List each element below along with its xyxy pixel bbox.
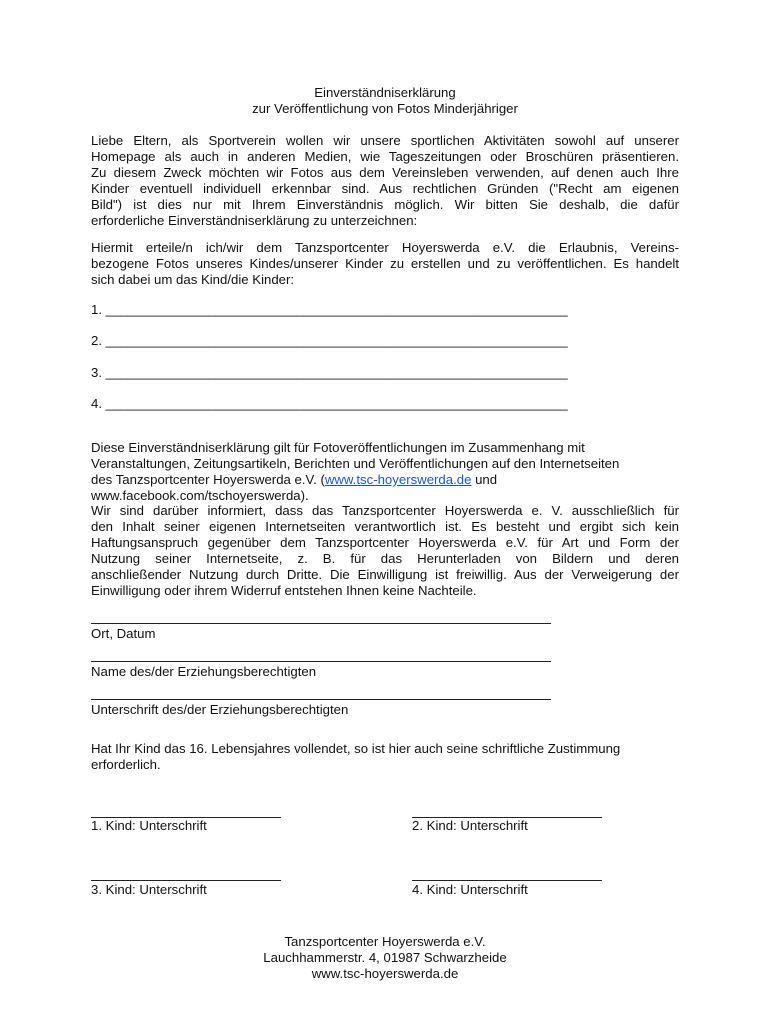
age-note-line-2: erforderlich. bbox=[91, 757, 161, 772]
scope-line-3-post: und bbox=[471, 472, 498, 487]
age-note-line-1: Hat Ihr Kind das 16. Lebensjahres vollendet, so ist hier auch seine schriftliche Zustimmung bbox=[91, 741, 621, 756]
disclaimer-line: Einwilligung oder ihrem Widerruf entstehen Ihnen keine Nachteile. bbox=[91, 583, 477, 598]
disclaimer-line: den Inhalt seiner eigenen Internetseiten verantwortlich ist. Es besteht und ergibt sich kein bbox=[91, 519, 679, 534]
child-3-signature-line[interactable] bbox=[91, 880, 281, 881]
website-link[interactable]: www.tsc-hoyerswerda.de bbox=[324, 472, 472, 487]
scope-line-1: Diese Einverständniserklärung gilt für Fotoveröffentlichungen im Zusammenhang mit bbox=[91, 440, 585, 455]
intro-line: Bild") ist dies nur mit Ihrem Einverständnis möglich. Wir bitten Sie deshalb, die dafür bbox=[91, 197, 679, 212]
footer-org-name: Tanzsportcenter Hoyerswerda e.V. bbox=[284, 934, 486, 949]
intro-paragraph bbox=[91, 133, 679, 229]
child-4-signature-line[interactable] bbox=[412, 880, 602, 881]
scope-line-3-pre: des Tanzsportcenter Hoyerswerda e.V. ( bbox=[91, 472, 325, 487]
consent-line: bezogene Fotos unseres Kindes/unserer Kinder zu erstellen und zu veröffentlichen. Es handelt bbox=[91, 256, 679, 271]
consent-line: sich dabei um das Kind/die Kinder: bbox=[91, 272, 295, 287]
scope-line-3 bbox=[91, 472, 679, 488]
scope-line-2: Veranstaltungen, Zeitungsartikeln, Berichten und Veröffentlichungen auf den Internetseiten bbox=[91, 456, 620, 471]
child-1-signature-label: 1. Kind: Unterschrift bbox=[91, 818, 207, 833]
child-3-signature-label: 3. Kind: Unterschrift bbox=[91, 882, 207, 897]
disclaimer-line: Nutzung seiner Internetseite, z. B. für das Herunterladen von Bildern und deren bbox=[91, 551, 679, 566]
child-name-line-4[interactable]: 4. _______________________________________________________________ bbox=[91, 396, 568, 411]
title-line-1: Einverständniserklärung bbox=[314, 85, 456, 100]
scope-line-4: www.facebook.com/tschoyerswerda). bbox=[91, 488, 309, 503]
guardian-signature-label: Unterschrift des/der Erziehungsberechtigten bbox=[91, 702, 349, 717]
footer-address: Lauchhammerstr. 4, 01987 Schwarzheide bbox=[263, 950, 507, 965]
place-date-line[interactable] bbox=[91, 623, 551, 624]
child-name-line-2[interactable]: 2. _______________________________________________________________ bbox=[91, 333, 568, 348]
age-note bbox=[91, 741, 679, 773]
place-date-label: Ort, Datum bbox=[91, 626, 156, 641]
guardian-signature-line[interactable] bbox=[91, 699, 551, 700]
consent-line: Hiermit erteile/n ich/wir dem Tanzsportcenter Hoyerswerda e.V. die Erlaubnis, Vereins- bbox=[91, 240, 679, 255]
intro-line: erforderliche Einverständniserklärung zu unterzeichnen: bbox=[91, 213, 418, 228]
child-2-signature-label: 2. Kind: Unterschrift bbox=[412, 818, 528, 833]
consent-paragraph bbox=[91, 240, 679, 288]
document-title bbox=[0, 85, 770, 117]
intro-line: Homepage als auch in anderen Medien, wie Tageszeitungen oder Broschüren präsentieren. bbox=[91, 149, 679, 164]
child-name-line-1[interactable]: 1. _______________________________________________________________ bbox=[91, 302, 568, 317]
disclaimer-line: Haftungsanspruch gegenüber dem Tanzsportcenter Hoyerswerda e.V. für Art und Form der bbox=[91, 535, 679, 550]
disclaimer-line: anschließender Nutzung durch Dritte. Die Einwilligung ist freiwillig. Aus der Verweigerung der bbox=[91, 567, 679, 582]
disclaimer-paragraph bbox=[91, 503, 679, 599]
child-4-signature-label: 4. Kind: Unterschrift bbox=[412, 882, 528, 897]
intro-line: Kinder eventuell individuell erkennbar sind. Aus rechtlichen Gründen ("Recht am eigenen bbox=[91, 181, 679, 196]
guardian-name-label: Name des/der Erziehungsberechtigten bbox=[91, 664, 317, 679]
guardian-name-line[interactable] bbox=[91, 661, 551, 662]
footer bbox=[0, 934, 770, 982]
scope-paragraph bbox=[91, 440, 679, 504]
child-name-line-3[interactable]: 3. _______________________________________________________________ bbox=[91, 365, 568, 380]
disclaimer-line: Wir sind darüber informiert, dass das Tanzsportcenter Hoyerswerda e. V. ausschließlich für bbox=[91, 503, 679, 518]
footer-website: www.tsc-hoyerswerda.de bbox=[311, 966, 459, 981]
intro-line: Liebe Eltern, als Sportverein wollen wir unsere sportlichen Aktivitäten sowohl auf unserer bbox=[91, 133, 679, 148]
title-line-2: zur Veröffentlichung von Fotos Minderjähriger bbox=[252, 101, 518, 116]
intro-line: Zu diesem Zweck möchten wir Fotos aus dem Vereinsleben verwenden, auf denen auch Ihre bbox=[91, 165, 679, 180]
